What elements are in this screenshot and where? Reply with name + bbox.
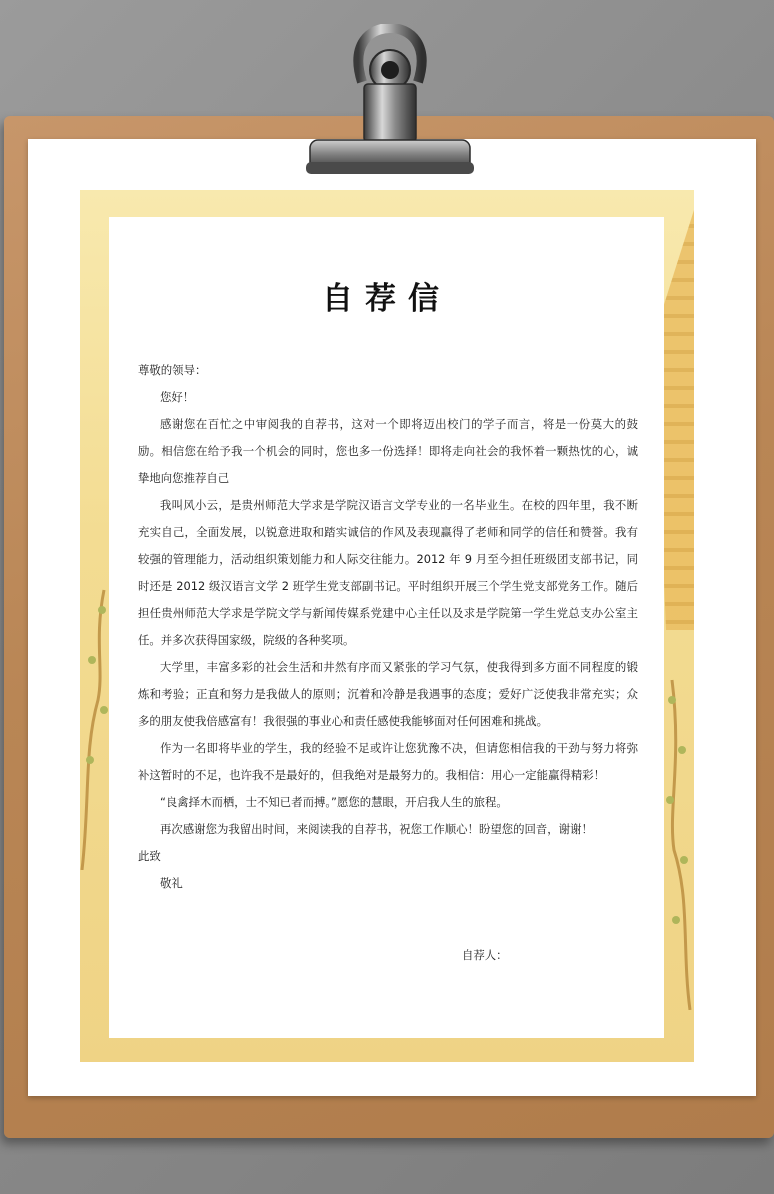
paragraph-graduate: 作为一名即将毕业的学生，我的经验不足或许让您犹豫不决，但请您相信我的干劲与努力将弥补这暂时的不足，也许我不是最好的，但我绝对是最努力的。我相信：用心一定能赢得精彩！: [138, 741, 638, 782]
paragraph-university-life: 大学里，丰富多彩的社会生活和井然有序而又紧张的学习气氛，使我得到多方面不同程度的锻炼和考验；正直和努力是我做人的原则；沉着和冷静是我遇事的态度；爱好广泛使我非常充实；众多的朋友使我倍感富有！我很强的事业心和责任感使我能够面对任何困难和挑战。: [138, 660, 638, 728]
signature-label: 自荐人：: [462, 948, 508, 962]
letter-body: [138, 357, 638, 897]
paragraph-final-thanks: 再次感谢您为我留出时间，来阅读我的自荐书，祝您工作顺心！盼望您的回音，谢谢！: [160, 822, 593, 836]
paragraph-introduction: 我叫风小云，是贵州师范大学求是学院汉语言文学专业的一名毕业生。在校的四年里，我不断充实自己，全面发展，以锐意进取和踏实诚信的作风及表现赢得了老师和同学的信任和赞誉。我有较强的管理能力，活动组织策划能力和人际交往能力。2012 年 9 月至今担任班级团支部书记，同时还是 2012 级汉语言文学 2 班学生党支部副书记。平时组织开展三个学生党支部党务工作。随后担任贵州师范大学求是学院文学与新闻传媒系党建中心主任以及求是学院第一学生党总支办公室主任。并多次获得国家级，院级的各种奖项。: [138, 498, 638, 647]
letter-paper: [109, 217, 664, 1038]
salutation: 尊敬的领导：: [138, 363, 207, 377]
letter-title: 自荐信: [322, 281, 451, 317]
closing: 此致: [138, 849, 161, 863]
tree-branch-right-icon: [660, 650, 694, 1010]
regards: 敬礼: [160, 876, 183, 890]
tree-branch-left-icon: [80, 550, 112, 870]
binder-clip-icon: [300, 24, 480, 178]
greeting: 您好！: [160, 390, 195, 404]
paragraph-quote: “良禽择木而栖，士不知已者而搏。”愿您的慧眼，开启我人生的旅程。: [160, 795, 508, 809]
paragraph-thanks: 感谢您在百忙之中审阅我的自荐书，这对一个即将迈出校门的学子而言，将是一份莫大的鼓励。相信您在给予我一个机会的同时，您也多一份选择！即将走向社会的我怀着一颗热忱的心，诚挚地向您推荐自己: [138, 417, 638, 485]
